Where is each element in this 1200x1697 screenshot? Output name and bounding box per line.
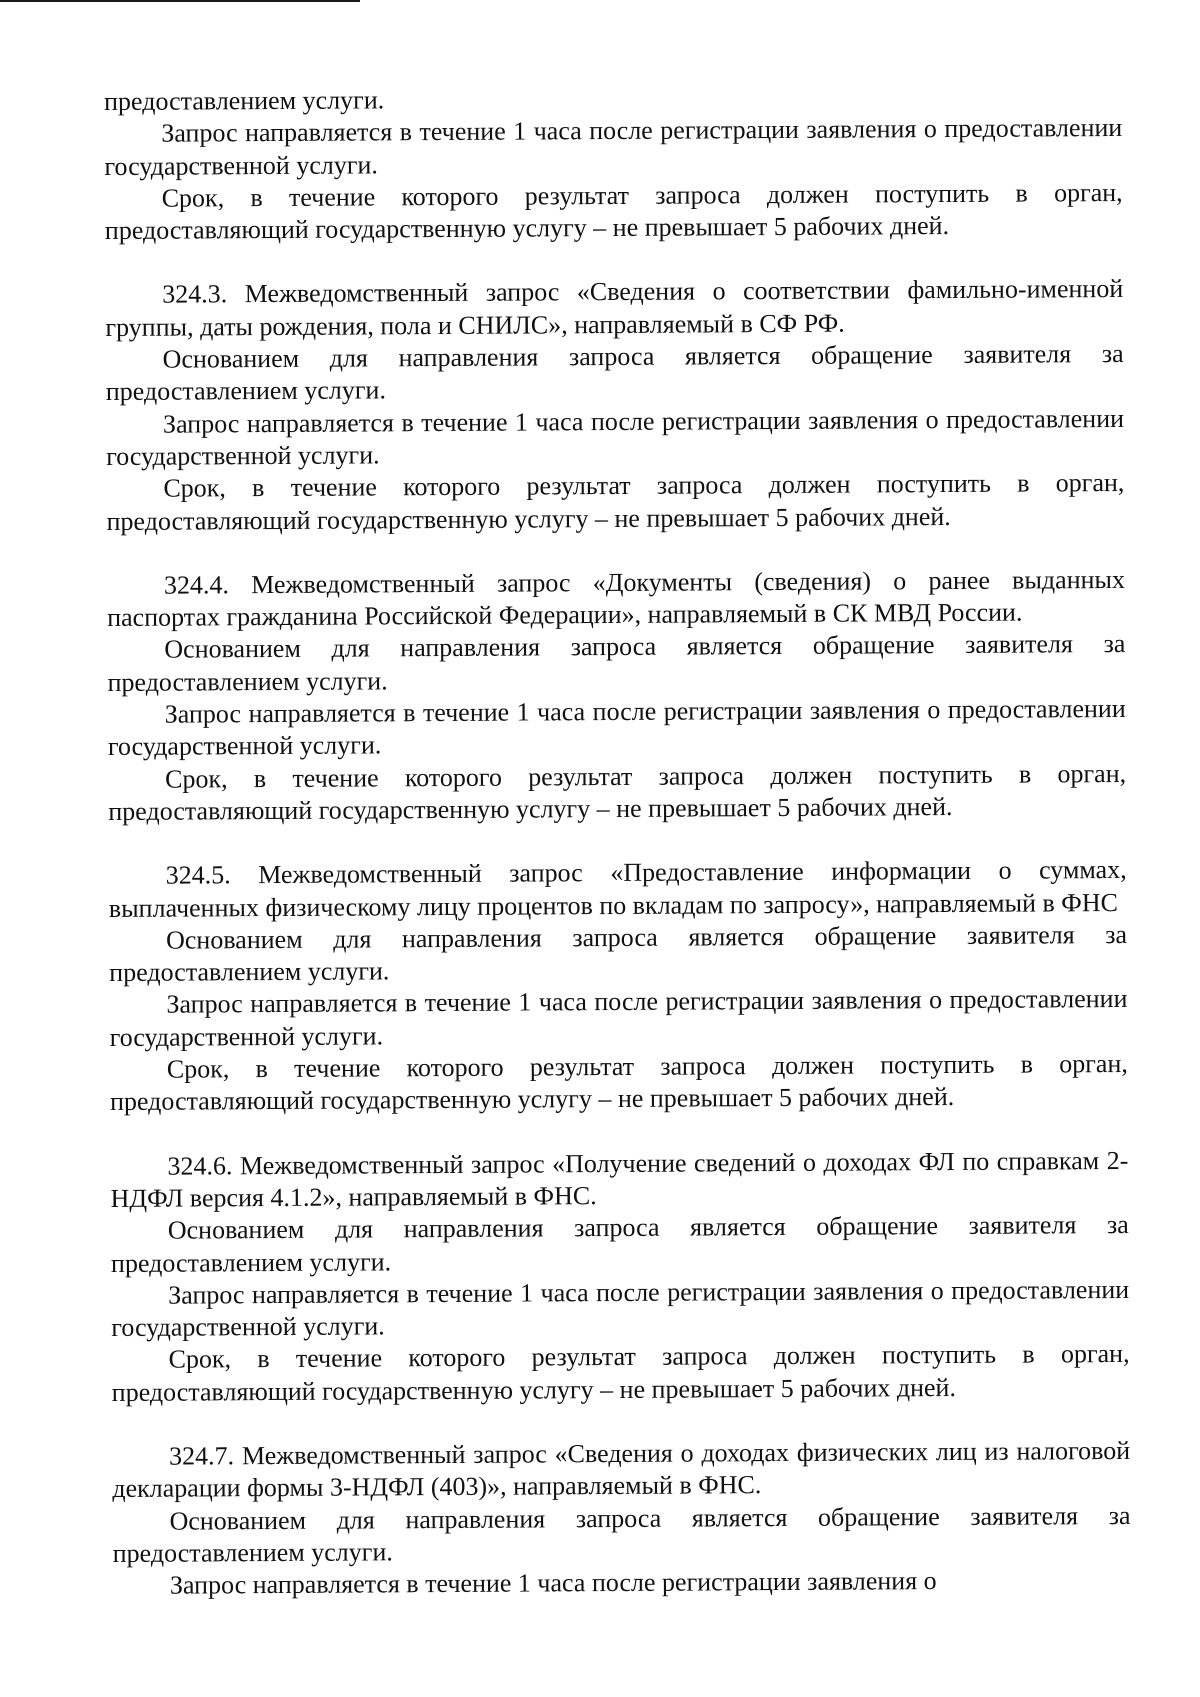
body-paragraph: Срок, в течение которого результат запроса должен поступить в орган, предоставляющий государственную услугу – не превышает 5 рабочих дней. [106,468,1125,536]
body-paragraph: предоставлением услуги. [104,85,385,116]
document-section [104,80,1123,248]
body-paragraph: Основанием для направления запроса является обращение заявителя за предоставлением услуги. [110,1210,1129,1278]
clause-heading-paragraph: 324.3. Межведомственный запрос «Сведения о соответствии фамильно-именной группы, даты рождения, пола и СНИЛС», направляемый в СФ РФ. [105,274,1124,342]
body-paragraph: Основанием для направления запроса является обращение заявителя за предоставлением услуги. [107,629,1126,697]
clause-heading-paragraph: 324.7. Межведомственный запрос «Сведения о доходах физических лиц из налоговой декларации формы 3-НДФЛ (403)», направляемый в ФНС. [112,1435,1131,1504]
body-paragraph: Запрос направляется в течение 1 часа после регистрации заявления о предоставлении государственной услуги. [106,403,1125,471]
scan-edge-line [0,0,360,2]
clause-heading-paragraph: 324.5. Межведомственный запрос «Предоставление информации о суммах, выплаченных физическому лицу процентов по вкладам по запросу», направляемый в ФНС [108,855,1127,923]
body-paragraph: Основанием для направления запроса является обращение заявителя за предоставлением услуги. [105,339,1124,407]
body-paragraph: Срок, в течение которого результат запроса должен поступить в орган, предоставляющий государственную услугу – не превышает 5 рабочих дней. [109,1048,1128,1117]
body-paragraph: Срок, в течение которого результат запроса должен поступить в орган, предоставляющий государственную услугу – не превышает 5 рабочих дней. [104,177,1123,246]
body-paragraph: Основанием для направления запроса является обращение заявителя за предоставлением услуги. [109,919,1128,988]
body-paragraph: Запрос направляется в течение 1 часа после регистрации заявления о предоставлении государственной услуги. [111,1274,1130,1343]
document-section [109,854,1129,1118]
body-paragraph: Основанием для направления запроса является обращение заявителя за предоставлением услуги. [112,1500,1131,1568]
document-section [112,1435,1131,1603]
body-paragraph: Срок, в течение которого результат запроса должен поступить в орган, предоставляющий государственную услугу – не превышает 5 рабочих дней. [111,1339,1130,1407]
body-paragraph: Срок, в течение которого результат запроса должен поступить в орган, предоставляющий государственную услугу – не превышает 5 рабочих дней. [108,758,1127,826]
body-paragraph: Запрос направляется в течение 1 часа после регистрации заявления о предоставлении государственной услуги. [104,113,1123,181]
body-paragraph: Запрос направляется в течение 1 часа после регистрации заявления о [169,1566,937,1600]
clause-heading-paragraph: 324.6. Межведомственный запрос «Получение сведений о доходах ФЛ по справкам 2-НДФЛ версия 4.1.2», направляемый в ФНС. [110,1145,1129,1213]
document-section [105,273,1125,537]
document-section [110,1145,1130,1409]
document-page [104,80,1131,1602]
document-section [107,564,1127,828]
body-paragraph: Запрос направляется в течение 1 часа после регистрации заявления о предоставлении государственной услуги. [109,984,1128,1052]
body-paragraph: Запрос направляется в течение 1 часа после регистрации заявления о предоставлении государственной услуги. [107,693,1126,762]
clause-heading-paragraph: 324.4. Межведомственный запрос «Документы (сведения) о ранее выданных паспортах гражданина Российской Федерации», направляемый в СК МВД России. [107,564,1126,633]
